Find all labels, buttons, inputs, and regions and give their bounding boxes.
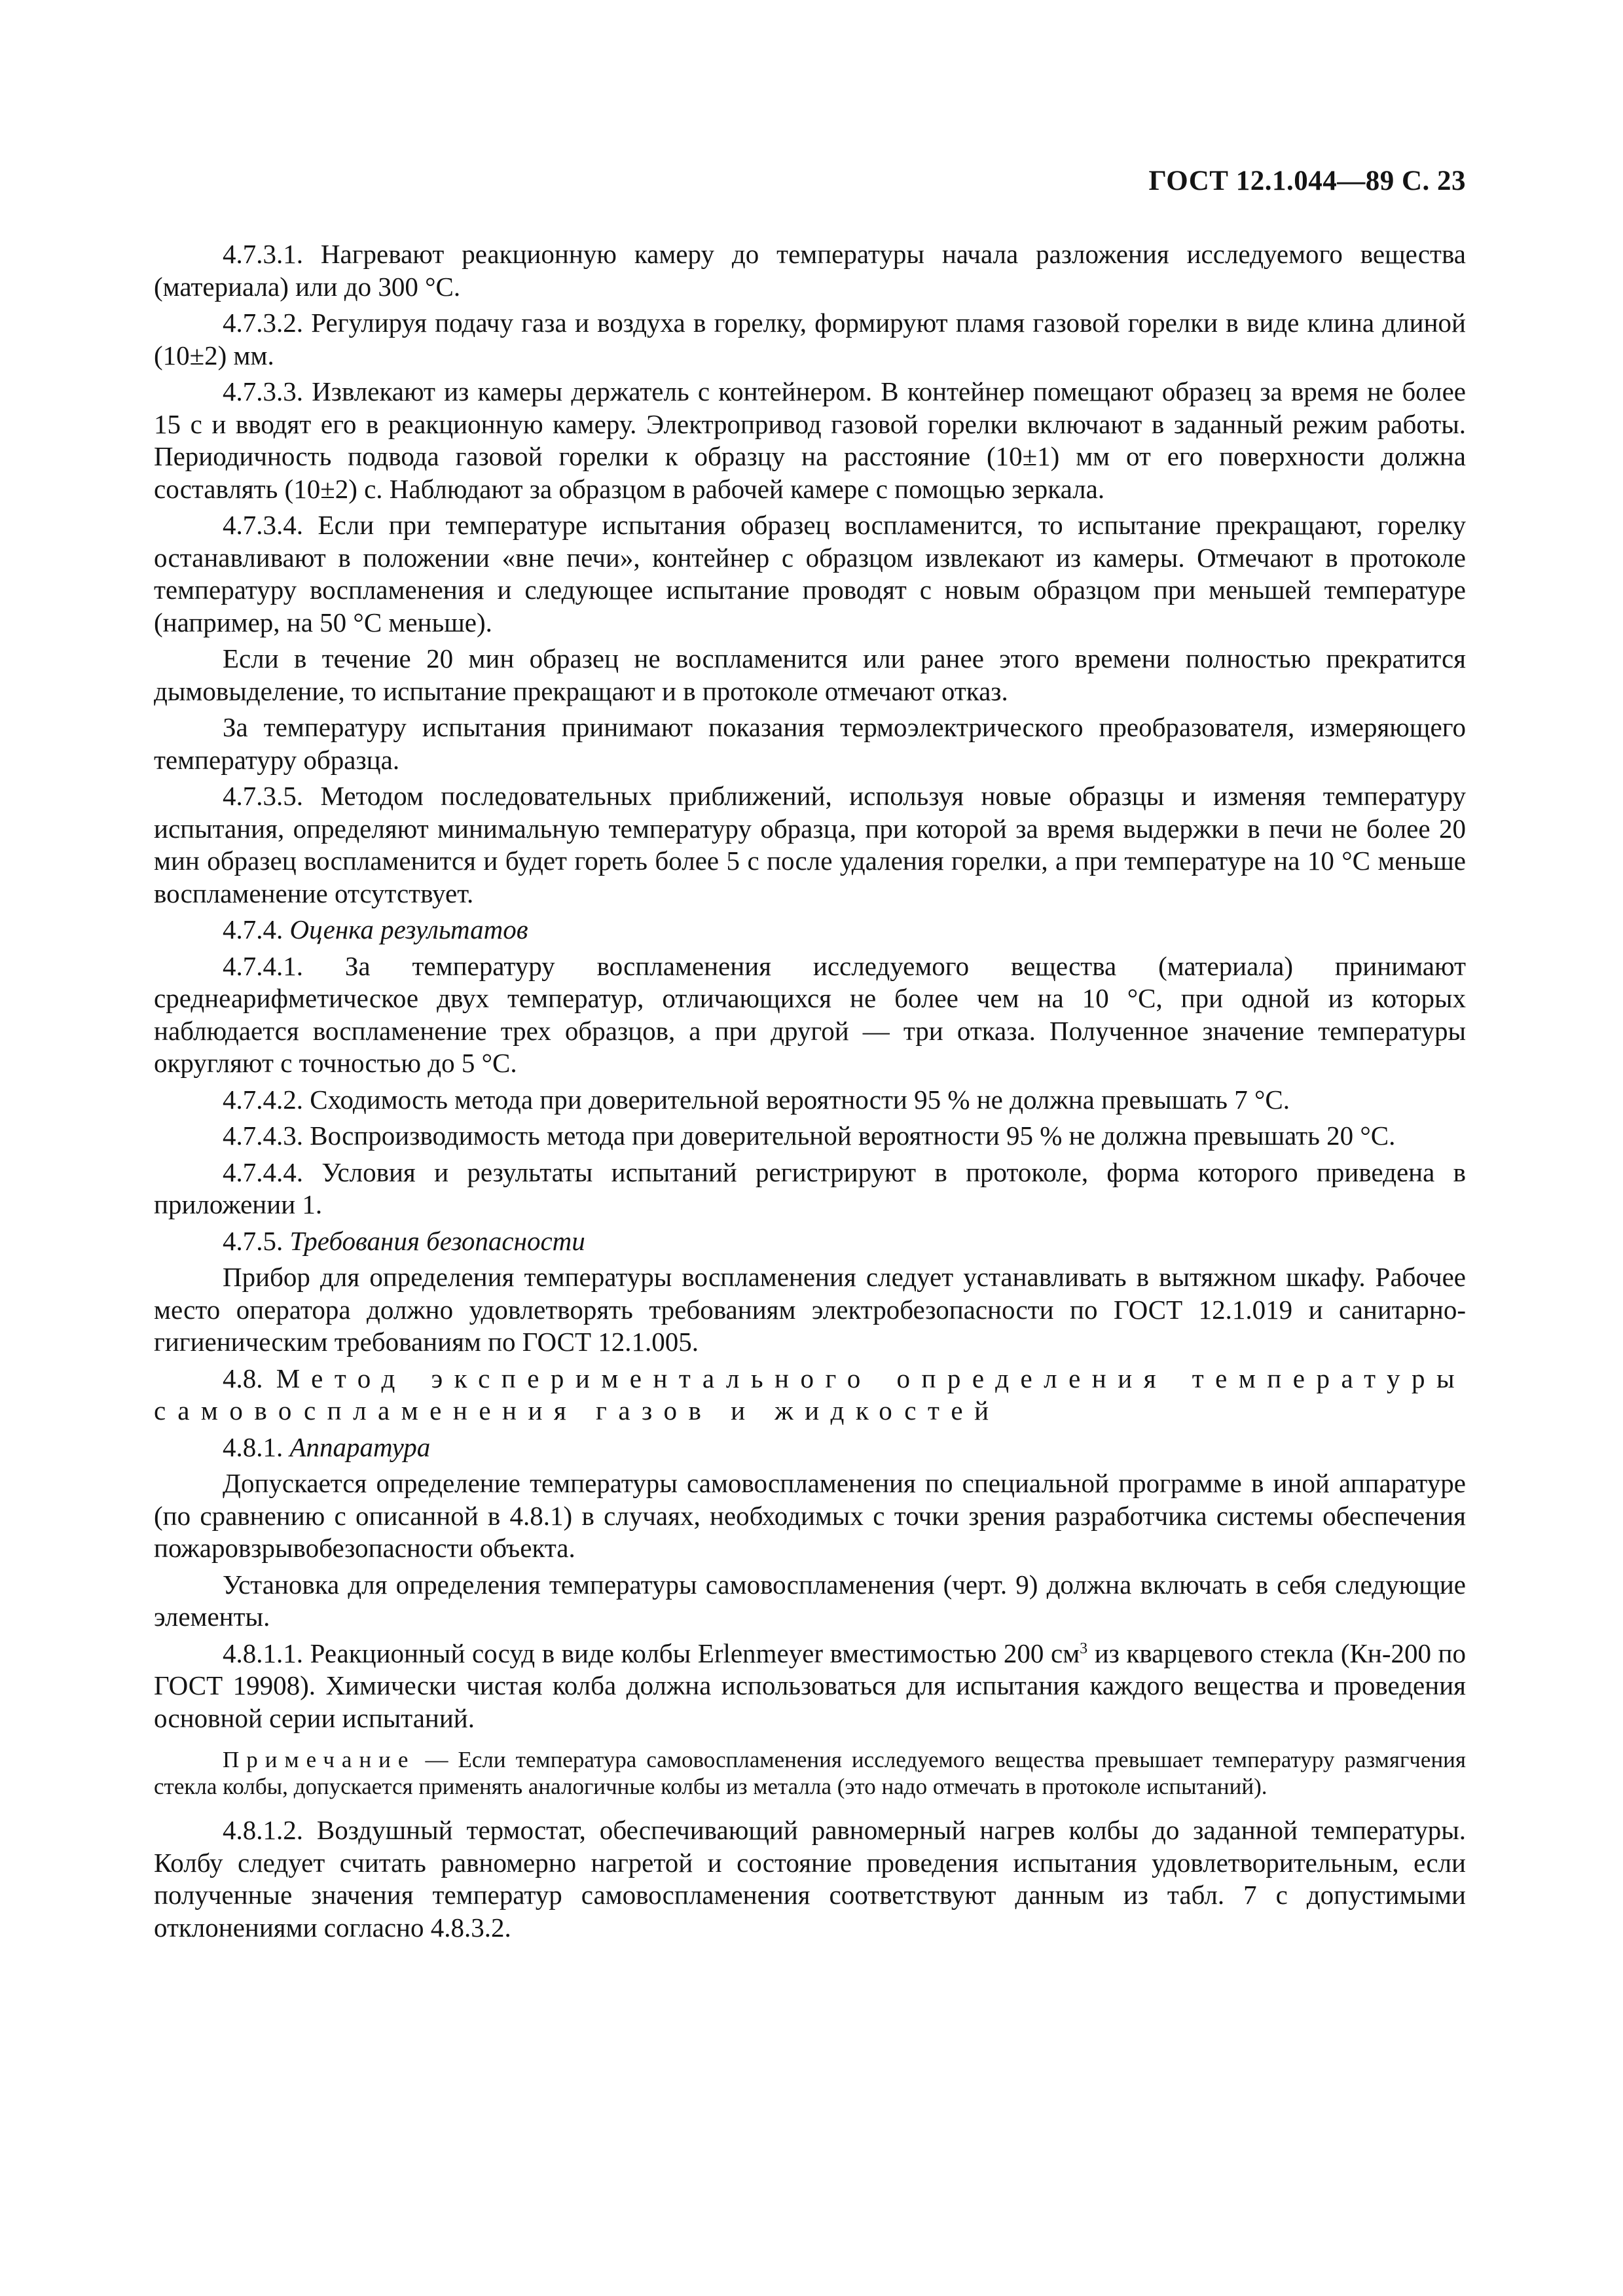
section-title: Оценка результатов [289, 914, 528, 944]
paragraph-special-program: Допускается определение температуры самовоспламенения по специальной программе в иной аппаратуре (по сравнению с описанной в 4.8.1) в случаях, необходимых с точки зрения разработчика системы обеспечения пожаровзрывобезопасности объекта. [154, 1468, 1466, 1563]
page-header: ГОСТ 12.1.044—89 С. 23 [1148, 166, 1466, 196]
paragraph-text: 4.8.1.1. Реакционный сосуд в виде колбы Erlenmeyer вместимостью 200 см [223, 1638, 1080, 1668]
paragraph-4-7-3-3: 4.7.3.3. Извлекают из камеры держатель с контейнером. В контейнер помещают образец за время не более 15 с и вводят его в реакционную камеру. Электропривод газовой горелки включают в заданный режим работы. Периодичность подвода газовой горелки к образцу на расстояние (10±1) мм от его поверхности должна составлять (10±2) с. Наблюдают за образцом в рабочей камере с помощью зеркала. [154, 376, 1466, 504]
note [154, 1746, 1466, 1800]
paragraph-4-7-3-4: 4.7.3.4. Если при температуре испытания образец воспламенится, то испытание прекращают, горелку останавливают в положении «вне печи», контейнер с образцом извлекают из камеры. Отмечают в протоколе температуру воспламенения и следующее испытание проводят с новым образцом при меньшей температуре (например, на 50 °С меньше). [154, 510, 1466, 637]
section-title: Требования безопасности [289, 1225, 585, 1256]
section-number: 4.7.5. [223, 1225, 290, 1256]
paragraph-text: из кварцевого стекла (Кн-200 по ГОСТ 19908). Химически чистая колба должна использоваться для испытания каждого вещества и проведения основной серии испытаний. [154, 1638, 1466, 1733]
section-heading-4-8-1 [154, 1431, 1466, 1464]
superscript: 3 [1080, 1640, 1088, 1657]
section-heading-4-7-4 [154, 914, 1466, 946]
note-label: Примечание [223, 1747, 416, 1772]
section-number: 4.8.1. [223, 1431, 290, 1462]
section-title: Метод экспериментального определения температуры самовоспламенения газов и жидкостей [154, 1363, 1467, 1426]
section-number: 4.8. [223, 1363, 276, 1393]
section-heading-4-8 [154, 1363, 1466, 1427]
paragraph-installation-elements: Установка для определения температуры самовоспламенения (черт. 9) должна включать в себя следующие элементы. [154, 1569, 1466, 1632]
paragraph-4-7-4-1: 4.7.4.1. За температуру воспламенения исследуемого вещества (материала) принимают среднеарифметическое двух температур, отличающихся не более чем на 10 °С, при одной из которых наблюдается воспламенение трех образцов, а при другой — три отказа. Полученное значение температуры округляют с точностью до 5 °С. [154, 950, 1466, 1078]
paragraph-4-8-1-2: 4.8.1.2. Воздушный термостат, обеспечивающий равномерный нагрев колбы до заданной температуры. Колбу следует считать равномерно нагретой и состояние проведения испытания удовлетворительным, если полученные значения температур самовоспламенения соответствуют данным из табл. 7 с допустимыми отклонениями согласно 4.8.3.2. [154, 1815, 1466, 1943]
paragraph-4-7-3-2: 4.7.3.2. Регулируя подачу газа и воздуха в горелку, формируют пламя газовой горелки в виде клина длиной (10±2) мм. [154, 308, 1466, 370]
section-heading-4-7-5 [154, 1225, 1466, 1258]
paragraph-test-temperature: За температуру испытания принимают показания термоэлектрического преобразователя, измеряющего температуру образца. [154, 712, 1466, 775]
paragraph-4-7-3-5: 4.7.3.5. Методом последовательных приближений, используя новые образцы и изменяя температуру испытания, определяют минимальную температуру образца, при которой за время выдержки в печи не более 20 мин образец воспламенится и будет гореть более 5 с после удаления горелки, а при температуре на 10 °С меньше воспламенение отсутствует. [154, 781, 1466, 908]
paragraph-4-7-4-3: 4.7.4.3. Воспроизводимость метода при доверительной вероятности 95 % не должна превышать 20 °С. [223, 1121, 1396, 1151]
document-body [154, 238, 1466, 1948]
document-page [154, 0, 1466, 2296]
paragraph-4-7-4-2: 4.7.4.2. Сходимость метода при доверительной вероятности 95 % не должна превышать 7 °С. [223, 1084, 1290, 1115]
paragraph-4-7-3-1: 4.7.3.1. Нагревают реакционную камеру до температуры начала разложения исследуемого вещества (материала) или до 300 °С. [154, 239, 1466, 302]
section-number: 4.7.4. [223, 914, 290, 944]
note-text: — Если температура самовоспламенения исследуемого вещества превышает температуру размягчения стекла колбы, допускается применять аналогичные колбы из металла (это надо отмечать в протоколе испытаний). [154, 1747, 1466, 1799]
paragraph-safety-requirements: Прибор для определения температуры воспламенения следует устанавливать в вытяжном шкафу. Рабочее место оператора должно удовлетворять требованиям электробезопасности по ГОСТ 12.1.019 и санитарно-гигиеническим требованиям по ГОСТ 12.1.005. [154, 1262, 1466, 1357]
section-title: Аппаратура [289, 1431, 431, 1462]
paragraph-no-ignition: Если в течение 20 мин образец не воспламенится или ранее этого времени полностью прекратится дымовыделение, то испытание прекращают и в протоколе отмечают отказ. [154, 643, 1466, 706]
paragraph-4-8-1-1 [154, 1638, 1466, 1735]
paragraph-4-7-4-4: 4.7.4.4. Условия и результаты испытаний регистрируют в протоколе, форма которого приведена в приложении 1. [154, 1157, 1466, 1219]
